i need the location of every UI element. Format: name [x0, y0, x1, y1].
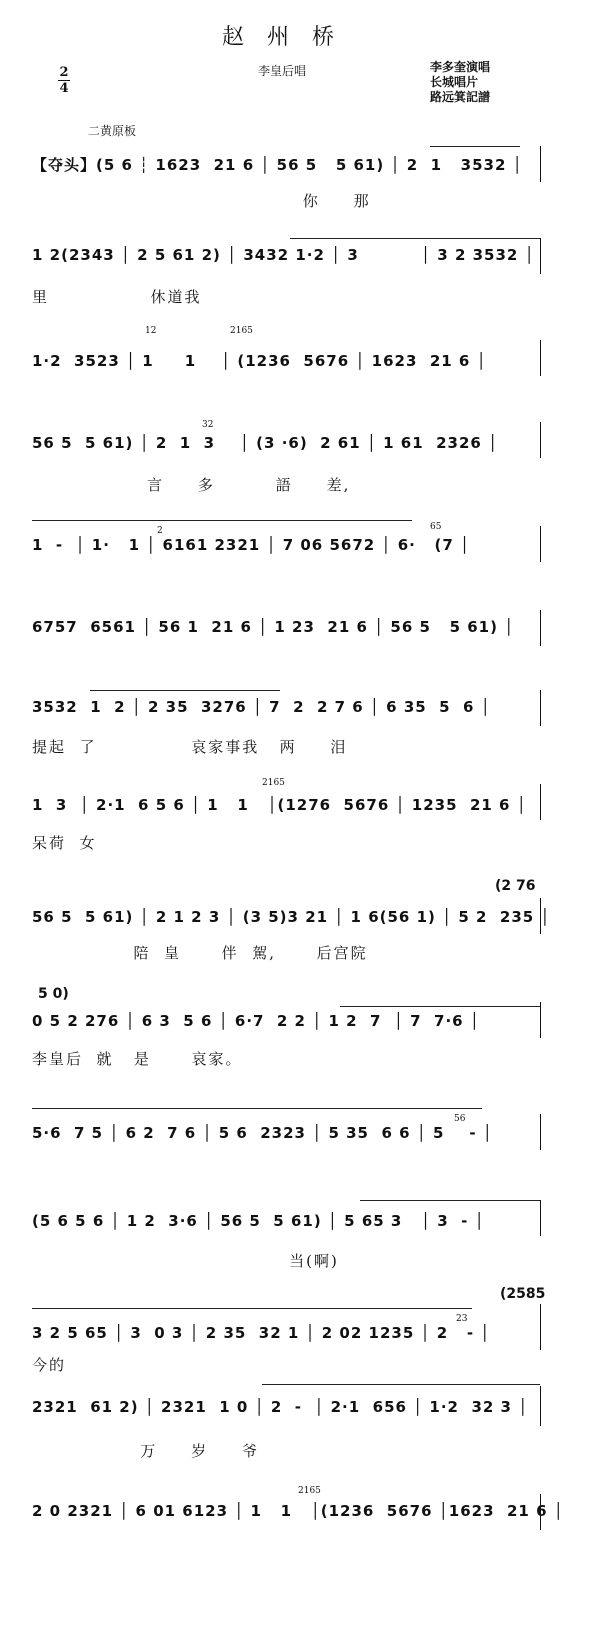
barline: [540, 1494, 541, 1530]
lyric-row: 当(啊): [32, 1252, 339, 1270]
system-15: [0, 1486, 607, 1564]
slur: [360, 1200, 540, 1201]
credits: [430, 60, 490, 105]
grace-note: 2165: [262, 778, 285, 788]
system-5: [0, 520, 607, 580]
barline: [540, 1114, 541, 1150]
credit-performer: 李多奎演唱: [430, 60, 491, 74]
slur: [262, 1384, 540, 1385]
system-12: [0, 1200, 607, 1270]
slur: [90, 690, 280, 691]
notation-row: 1 - │ 1· 1 │ 6161 2321 │ 7 06 5672 │ 6· (7 │: [32, 536, 471, 554]
system-10: [0, 986, 607, 1066]
score-title: 赵 州 桥: [222, 25, 342, 50]
grace-note: 23: [456, 1314, 468, 1324]
system-9: [0, 878, 607, 962]
lyric-row: 提起 了 哀家事我 两 泪: [32, 738, 348, 756]
system-14: [0, 1380, 607, 1470]
notation-row: 56 5 5 61) │ 2 1 2 3 │ (3 5)3 21 │ 1 6(56 1) │ 5 2 235 │: [32, 908, 551, 926]
tempo-label: 二黄原板: [88, 124, 137, 138]
meter-top: 2: [59, 65, 69, 80]
system-13: [0, 1286, 607, 1374]
notation-row: 3 2 5 65 │ 3 0 3 │ 2 35 32 1 │ 2 02 1235 │ 2 - │: [32, 1324, 491, 1342]
system-2: [0, 238, 607, 308]
lyric-row: 李皇后 就 是 哀家。: [32, 1050, 243, 1068]
time-signature: [58, 66, 70, 95]
notation-row: 3532 1 2 │ 2 35 3276 │ 7 2 2 7 6 │ 6 35 5 6 │: [32, 698, 491, 716]
system-3: [0, 326, 607, 396]
notation-row: 6757 6561 │ 56 1 21 6 │ 1 23 21 6 │ 56 5 5 61) │: [32, 618, 515, 636]
slur: [340, 1006, 540, 1007]
notation-row: 2 0 2321 │ 6 01 6123 │ 1 1 │(1236 5676 │1623 21 6 │: [32, 1502, 564, 1520]
system-8: [0, 778, 607, 854]
lyric-row: 里 休道我: [32, 288, 202, 306]
system-6: [0, 610, 607, 660]
notation-row: 【夺头】(5 6 ┆ 1623 21 6 │ 56 5 5 61) │ 2 1 3532 │: [32, 156, 523, 174]
notation-row: (5 6 5 6 │ 1 2 3·6 │ 56 5 5 61) │ 5 65 3 │ 3 - │: [32, 1212, 485, 1230]
system-7: [0, 690, 607, 760]
notation-row: 2321 61 2) │ 2321 1 0 │ 2 - │ 2·1 656 │ 1·2 32 3 │: [32, 1398, 529, 1416]
notation-row: 1 3 │ 2·1 6 5 6 │ 1 1 │(1276 5676 │ 1235 21 6 │: [32, 796, 527, 814]
barline: [540, 340, 541, 376]
barline: [540, 1200, 541, 1236]
credit-transcriber: 路远箕記譜: [430, 90, 491, 104]
barline: [540, 1386, 541, 1426]
paren-note: 5 0): [38, 986, 69, 1002]
system-11: [0, 1108, 607, 1168]
slur: [430, 146, 520, 147]
slur: [290, 238, 540, 239]
barline: [540, 898, 541, 934]
grace-note: 32: [202, 420, 214, 430]
notation-row: 5·6 7 5 │ 6 2 7 6 │ 5 6 2323 │ 5 35 6 6 │ 5 - │: [32, 1124, 493, 1142]
lyric-row: 你 那: [32, 192, 371, 210]
barline: [540, 1304, 541, 1350]
grace-note: 2165: [298, 1486, 321, 1496]
role-sung: 李皇后唱: [258, 64, 307, 78]
lyric-row: 今的: [32, 1356, 67, 1374]
barline: [540, 690, 541, 726]
barline: [540, 422, 541, 458]
system-1: [0, 146, 607, 216]
lyric-row: 呆荷 女: [32, 834, 97, 852]
lyric-row: 陪 皇 伴 駕, 后宫院: [32, 944, 368, 962]
grace-note: 2: [157, 526, 163, 536]
grace-note: 65: [430, 522, 442, 532]
lyric-row: 言 多 語 差,: [32, 476, 351, 494]
barline: [540, 784, 541, 820]
slur: [32, 520, 412, 521]
grace-note: 12: [145, 326, 157, 336]
lyric-row: 万 岁 爷: [32, 1442, 259, 1460]
paren-note: (2585: [500, 1286, 546, 1302]
barline: [540, 610, 541, 646]
slur: [32, 1308, 472, 1309]
slur: [32, 1108, 482, 1109]
grace-note: 2165: [230, 326, 253, 336]
barline: [540, 146, 541, 182]
barline: [540, 526, 541, 562]
grace-note: 56: [454, 1114, 466, 1124]
notation-row: 0 5 2 276 │ 6 3 5 6 │ 6·7 2 2 │ 1 2 7 │ 7 7·6 │: [32, 1012, 480, 1030]
notation-row: 1 2(2343 │ 2 5 61 2) │ 3432 1·2 │ 3 │ 3 2 3532 │: [32, 246, 535, 264]
meter-bottom: 4: [59, 81, 69, 96]
notation-row: 56 5 5 61) │ 2 1 3 │ (3 ·6) 2 61 │ 1 61 2326 │: [32, 434, 499, 452]
credit-record: 长城唱片: [430, 75, 479, 89]
barline: [540, 1002, 541, 1038]
notation-row: 1·2 3523 │ 1 1 │ (1236 5676 │ 1623 21 6 │: [32, 352, 487, 370]
system-4: [0, 422, 607, 492]
paren-note: (2 76: [495, 878, 536, 894]
barline: [540, 238, 541, 274]
